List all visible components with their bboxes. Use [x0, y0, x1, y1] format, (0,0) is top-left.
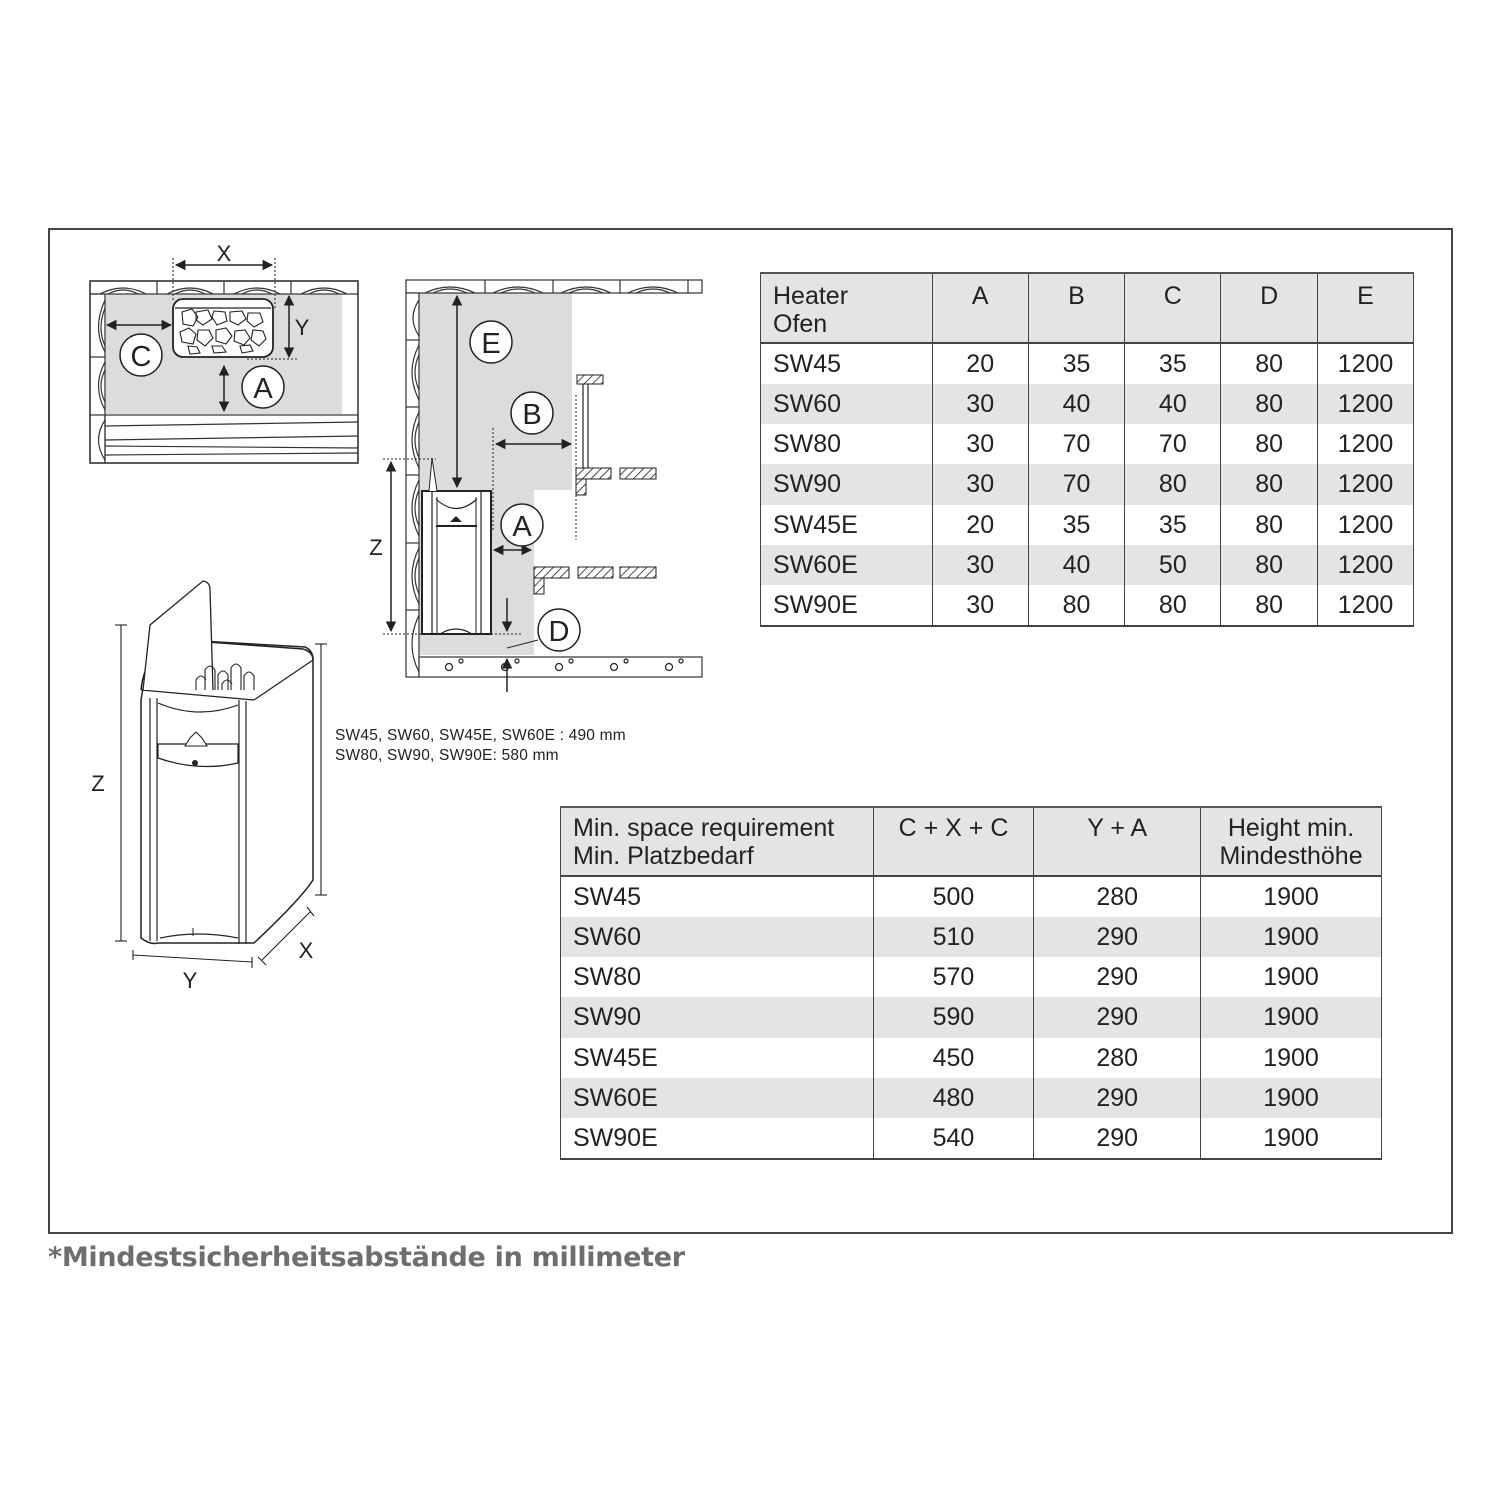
cell: 30 — [932, 424, 1028, 464]
header-b: B — [1028, 273, 1125, 343]
y-heater-label: Y — [182, 968, 198, 993]
table-row — [561, 917, 1382, 957]
table-row — [761, 545, 1414, 585]
table-row — [761, 505, 1414, 545]
cell: 290 — [1034, 957, 1201, 997]
header-heater-de: Ofen — [773, 310, 828, 338]
cell-model: SW45 — [761, 343, 933, 384]
cell: 450 — [873, 1038, 1034, 1078]
table-row — [561, 1078, 1382, 1118]
cell: 1900 — [1201, 1038, 1382, 1078]
size-note-line-2: SW80, SW90, SW90E: 580 mm — [335, 747, 559, 764]
header-heater — [761, 273, 933, 343]
header-height-en: Height min. — [1227, 814, 1355, 842]
cell: 570 — [873, 957, 1034, 997]
table-row — [561, 997, 1382, 1037]
header-min-space — [561, 807, 874, 876]
cell: 290 — [1034, 1078, 1201, 1118]
cell: 50 — [1125, 545, 1221, 585]
y-dimension-label: Y — [294, 315, 310, 340]
cell: 280 — [1034, 876, 1201, 917]
header-heater-en: Heater — [773, 282, 849, 310]
cell: 80 — [1221, 343, 1318, 384]
cell: 80 — [1221, 545, 1318, 585]
space-requirement-table — [560, 806, 1382, 1160]
cell: 1900 — [1201, 997, 1382, 1037]
table-row — [761, 343, 1414, 384]
cell: 1900 — [1201, 1078, 1382, 1118]
cell: 1200 — [1318, 545, 1414, 585]
cell: 540 — [873, 1118, 1034, 1159]
cell: 1200 — [1318, 424, 1414, 464]
cell: 30 — [932, 384, 1028, 424]
cell: 70 — [1028, 464, 1125, 504]
a-side-circle-label: A — [512, 511, 532, 543]
cell: 35 — [1125, 505, 1221, 545]
cell: 590 — [873, 997, 1034, 1037]
cell: 500 — [873, 876, 1034, 917]
z-side-label: Z — [369, 535, 383, 560]
cell: 1200 — [1318, 464, 1414, 504]
clearance-table — [760, 272, 1414, 627]
cell: 20 — [932, 343, 1028, 384]
size-note-line-1: SW45, SW60, SW45E, SW60E : 490 mm — [335, 727, 626, 744]
cell-model: SW60 — [561, 917, 874, 957]
header-a: A — [932, 273, 1028, 343]
cell: 40 — [1028, 384, 1125, 424]
cell-model: SW60 — [761, 384, 933, 424]
header-ya: Y + A — [1034, 807, 1201, 876]
x-dimension-label: X — [216, 241, 232, 266]
header-min-space-en: Min. space requirement — [573, 814, 835, 842]
table-row — [561, 957, 1382, 997]
heater-3d-drawing — [115, 581, 327, 968]
cell: 1900 — [1201, 1118, 1382, 1159]
footnote: *Mindestsicherheitsabstände in millimeter — [48, 1242, 685, 1273]
header-e: E — [1318, 273, 1414, 343]
e-circle-label: E — [481, 328, 501, 360]
cell-model: SW90E — [561, 1118, 874, 1159]
cell: 80 — [1221, 585, 1318, 626]
cell: 80 — [1125, 464, 1221, 504]
model-size-note — [335, 726, 626, 766]
header-height-de: Mindesthöhe — [1219, 842, 1363, 870]
cell: 30 — [932, 585, 1028, 626]
cell: 80 — [1028, 585, 1125, 626]
cell: 280 — [1034, 1038, 1201, 1078]
cell: 80 — [1221, 384, 1318, 424]
cell: 1900 — [1201, 876, 1382, 917]
cell-model: SW90E — [761, 585, 933, 626]
cell: 30 — [932, 545, 1028, 585]
c-circle-label: C — [130, 341, 152, 373]
top-view-drawing — [90, 241, 358, 463]
x-heater-label: X — [298, 938, 314, 963]
b-circle-label: B — [522, 399, 542, 431]
cell: 1900 — [1201, 917, 1382, 957]
header-min-space-de: Min. Platzbedarf — [573, 842, 754, 870]
cell: 35 — [1028, 343, 1125, 384]
cell: 70 — [1125, 424, 1221, 464]
cell-model: SW90 — [561, 997, 874, 1037]
cell: 290 — [1034, 1118, 1201, 1159]
cell: 480 — [873, 1078, 1034, 1118]
cell: 290 — [1034, 997, 1201, 1037]
clearance-table-header — [761, 273, 1414, 343]
cell: 35 — [1125, 343, 1221, 384]
table-row — [561, 1118, 1382, 1159]
cell-model: SW45 — [561, 876, 874, 917]
cell-model: SW80 — [561, 957, 874, 997]
header-cxc: C + X + C — [873, 807, 1034, 876]
cell-model: SW60E — [561, 1078, 874, 1118]
cell: 1200 — [1318, 585, 1414, 626]
header-c: C — [1125, 273, 1221, 343]
cell-model: SW60E — [761, 545, 933, 585]
cell: 80 — [1221, 424, 1318, 464]
side-view-drawing — [369, 280, 702, 692]
cell: 30 — [932, 464, 1028, 504]
table-row — [561, 876, 1382, 917]
space-table-header — [561, 807, 1382, 876]
cell: 1200 — [1318, 505, 1414, 545]
a-circle-label: A — [253, 373, 273, 405]
table-row — [761, 384, 1414, 424]
cell: 35 — [1028, 505, 1125, 545]
cell-model: SW45E — [761, 505, 933, 545]
table-row — [761, 585, 1414, 626]
cell: 510 — [873, 917, 1034, 957]
cell: 1900 — [1201, 957, 1382, 997]
table-row — [761, 464, 1414, 504]
d-circle-label: D — [548, 616, 570, 648]
cell: 20 — [932, 505, 1028, 545]
cell: 1200 — [1318, 384, 1414, 424]
cell: 290 — [1034, 917, 1201, 957]
cell-model: SW80 — [761, 424, 933, 464]
cell: 80 — [1221, 464, 1318, 504]
cell: 80 — [1221, 505, 1318, 545]
header-height-min — [1201, 807, 1382, 876]
table-row — [761, 424, 1414, 464]
z-heater-label: Z — [91, 771, 105, 796]
cell: 40 — [1125, 384, 1221, 424]
cell-model: SW90 — [761, 464, 933, 504]
cell: 1200 — [1318, 343, 1414, 384]
cell: 80 — [1125, 585, 1221, 626]
cell: 70 — [1028, 424, 1125, 464]
cell-model: SW45E — [561, 1038, 874, 1078]
header-d: D — [1221, 273, 1318, 343]
table-row — [561, 1038, 1382, 1078]
cell: 40 — [1028, 545, 1125, 585]
